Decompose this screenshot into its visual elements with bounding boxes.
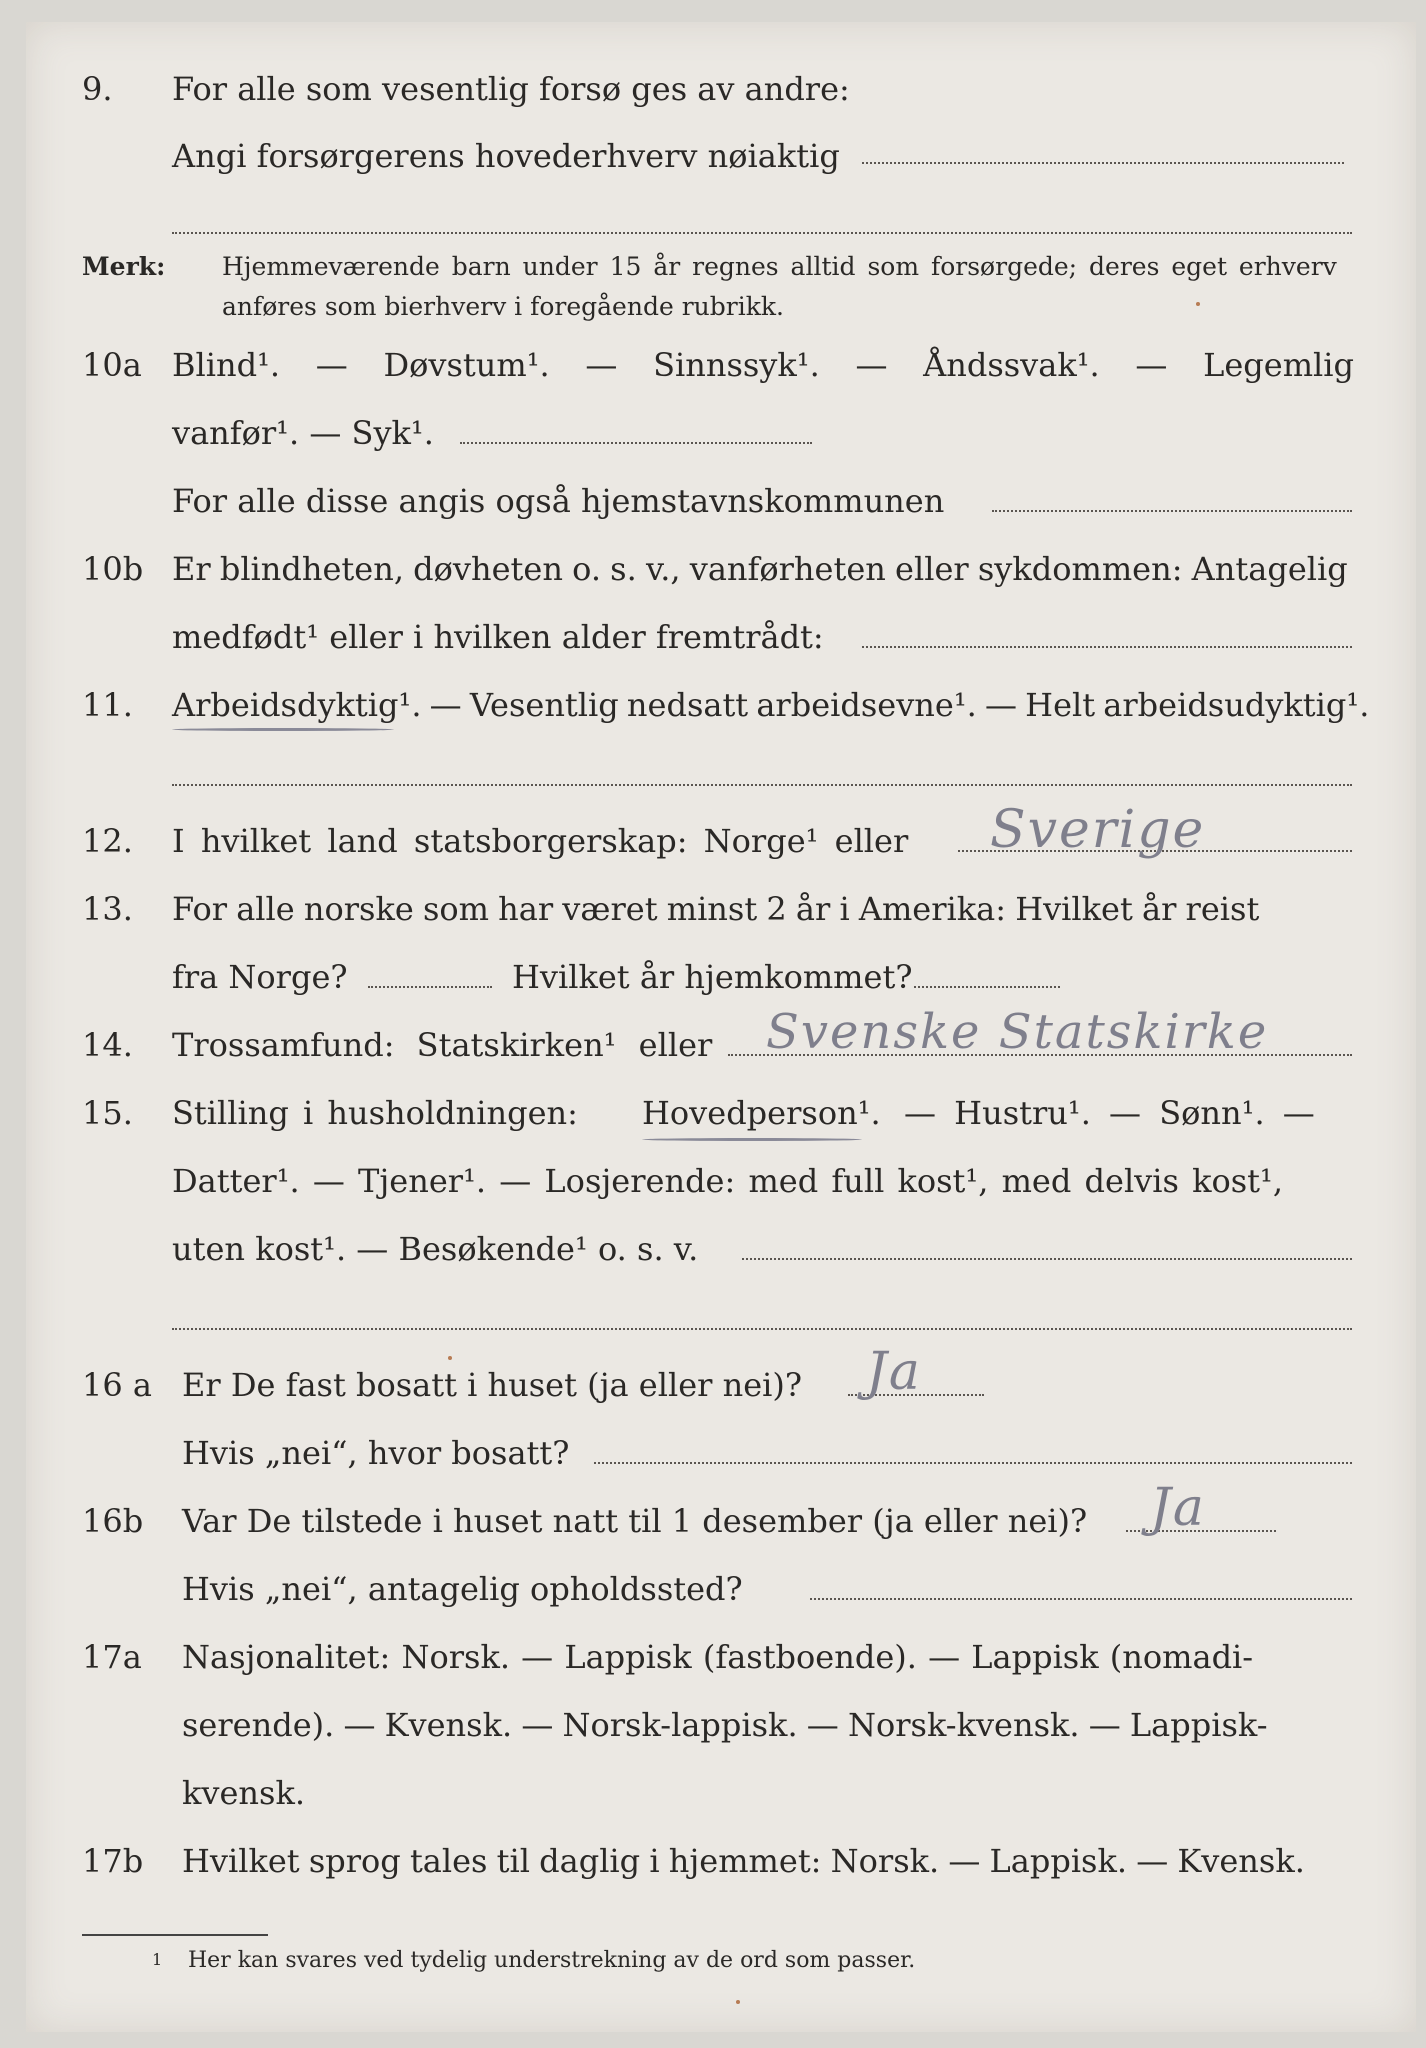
question-number: 15. — [82, 1094, 133, 1132]
underlined-answer: Arbeidsdyktig¹ — [172, 686, 412, 724]
question-number: 16b — [82, 1502, 144, 1540]
question-text: fra Norge? — [172, 958, 348, 996]
question-text: Datter¹. — Tjener¹. — Losjerende: med full kost¹, med delvis kost¹, — [172, 1162, 1284, 1200]
answer-field-empty — [172, 784, 1352, 786]
question-text: For alle norske som har været minst 2 år i Amerika: Hvilket år reist — [172, 890, 1260, 928]
question-text: Nasjonalitet: Norsk. — Lappisk (fastboende). — Lappisk (nomadi- — [182, 1638, 1254, 1676]
paper-speck — [736, 2000, 740, 2004]
answer-field-empty — [742, 1258, 1352, 1260]
paper-speck — [448, 1356, 452, 1360]
question-text: For alle som vesentlig forsø ges av andre: — [172, 70, 850, 108]
paper-speck — [1196, 302, 1200, 306]
dash: — — [855, 346, 888, 384]
question-text: — Hustru¹. — Sønn¹. — — [904, 1094, 1315, 1132]
question-text: Er blindheten, døvheten o. s. v., vanførheten eller sykdommen: Antagelig — [172, 550, 1348, 588]
question-text: I hvilket land statsborgerskap: Norge¹ eller — [172, 822, 909, 860]
question-text: uten kost¹. — Besøkende¹ o. s. v. — [172, 1230, 699, 1268]
answer-field-empty — [862, 162, 1344, 164]
question-text: vanfør¹. — Syk¹. — [172, 414, 434, 452]
question-text: Hvilket sprog tales til daglig i hjemmet: Norsk. — Lappisk. — Kvensk. — [182, 1842, 1305, 1880]
answer-field-empty — [594, 1462, 1352, 1464]
question-text: medfødt¹ eller i hvilken alder fremtrådt: — [172, 618, 824, 656]
question-number: 14. — [82, 1026, 133, 1064]
question-number: 11. — [82, 686, 133, 724]
question-number: 9. — [82, 70, 113, 108]
option-dovstum: Døvstum¹. — [383, 346, 550, 384]
handwritten-underline — [642, 1138, 862, 1141]
question-text: For alle disse angis også hjemstavnskommunen — [172, 482, 945, 520]
option-legemlig: Legemlig — [1203, 346, 1354, 384]
option-blind: Blind¹. — [172, 346, 281, 384]
footnote-text: Her kan svares ved tydelig understrekning av de ord som passer. — [188, 1948, 916, 1973]
note-text: anføres som bierhverv i foregående rubrikk. — [222, 292, 784, 321]
answer-field-empty — [862, 646, 1352, 648]
question-text: Hvilket år hjemkommet? — [512, 958, 913, 996]
question-number: 13. — [82, 890, 133, 928]
dash: — — [585, 346, 618, 384]
question-text: serende). — Kvensk. — Norsk-lappisk. — Norsk-kvensk. — Lappisk- — [182, 1706, 1268, 1744]
option-andssvak: Åndssvak¹. — [923, 346, 1100, 384]
question-text: Stilling i husholdningen: — [172, 1094, 578, 1132]
answer-field-empty — [992, 510, 1352, 512]
answer-field-empty — [810, 1598, 1352, 1600]
question-text — [172, 346, 1354, 384]
answer-field-empty — [914, 986, 1060, 988]
question-text: Trossamfund: Statskirken¹ eller — [172, 1026, 713, 1064]
answer-field-empty — [172, 1328, 1352, 1330]
question-number: 12. — [82, 822, 133, 860]
note-text: Hjemmeværende barn under 15 år regnes alltid som forsørgede; deres eget erhverv — [222, 252, 1337, 281]
answer-field-empty — [172, 232, 1352, 234]
handwritten-answer: Sverige — [990, 800, 1206, 860]
footnote-rule — [82, 1934, 268, 1936]
question-text: Hvis „nei“, hvor bosatt? — [182, 1434, 570, 1472]
handwritten-answer: Svenske Statskirke — [766, 1004, 1269, 1060]
note-label: Merk: — [82, 252, 166, 281]
option-sinnssyk: Sinnssyk¹. — [653, 346, 820, 384]
question-text: Var De tilstede i huset natt til 1 desember (ja eller nei)? — [182, 1502, 1088, 1540]
question-number: 16 a — [82, 1366, 152, 1404]
footnote-mark: 1 — [152, 1950, 163, 1969]
question-text: Hvis „nei“, antagelig opholdssted? — [182, 1570, 743, 1608]
underlined-answer: Hovedperson¹. — [642, 1094, 881, 1132]
dash: — — [1135, 346, 1168, 384]
question-number: 10a — [82, 346, 142, 384]
handwritten-answer: Ja — [866, 1342, 922, 1402]
question-text: kvensk. — [182, 1774, 305, 1812]
question-number: 10b — [82, 550, 144, 588]
question-number: 17b — [82, 1842, 144, 1880]
dash: — — [315, 346, 348, 384]
question-text: Angi forsørgerens hovederhverv nøiaktig — [172, 137, 840, 175]
answer-field-empty — [368, 986, 492, 988]
answer-field-empty — [460, 442, 812, 444]
handwritten-underline — [172, 728, 394, 731]
handwritten-answer: Ja — [1150, 1478, 1206, 1538]
question-text: Arbeidsdyktig¹. — Vesentlig nedsatt arbeidsevne¹. — Helt arbeidsudyktig¹. — [172, 686, 1370, 724]
question-text: Er De fast bosatt i huset (ja eller nei)? — [182, 1366, 803, 1404]
question-number: 17a — [82, 1638, 142, 1676]
